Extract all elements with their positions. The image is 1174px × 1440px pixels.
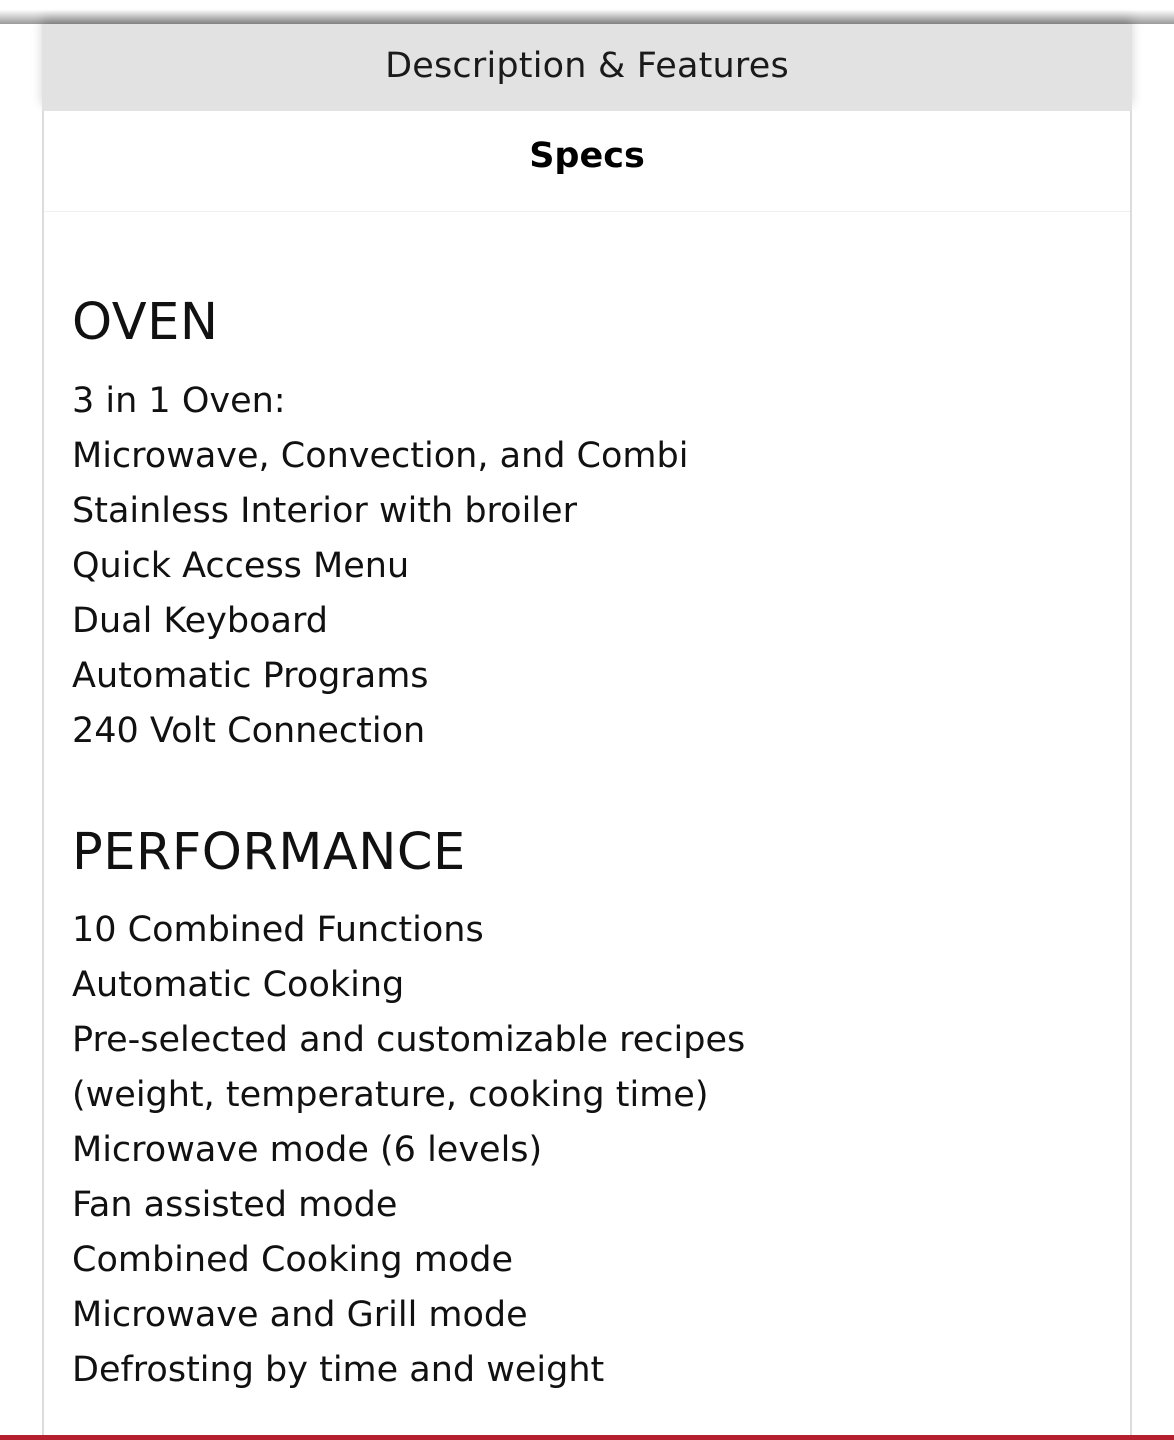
top-shadow <box>0 0 1174 24</box>
section-title-oven: OVEN <box>72 293 219 352</box>
list-item: Combined Cooking mode <box>72 1240 513 1280</box>
list-item: Automatic Programs <box>72 656 429 696</box>
specs-panel <box>42 111 1132 1436</box>
accent-bottom-bar <box>0 1435 1174 1440</box>
list-item: Dual Keyboard <box>72 601 328 641</box>
list-item: Pre-selected and customizable recipes <box>72 1020 746 1060</box>
list-item: Microwave and Grill mode <box>72 1295 528 1335</box>
specs-title: Specs <box>529 136 645 176</box>
list-item: (weight, temperature, cooking time) <box>72 1075 709 1115</box>
list-item: Microwave mode (6 levels) <box>72 1130 543 1170</box>
list-item: Stainless Interior with broiler <box>72 491 577 531</box>
section-title-performance: PERFORMANCE <box>72 823 466 882</box>
list-item: Microwave, Convection, and Combi <box>72 436 689 476</box>
performance-spec-list <box>72 903 745 1398</box>
list-item: 240 Volt Connection <box>72 711 426 751</box>
tab-description-features[interactable] <box>42 24 1132 111</box>
oven-spec-list <box>72 374 688 759</box>
specs-header[interactable] <box>44 111 1130 212</box>
list-item: Quick Access Menu <box>72 546 410 586</box>
list-item: 10 Combined Functions <box>72 910 484 950</box>
list-item: Automatic Cooking <box>72 965 405 1005</box>
list-item: Fan assisted mode <box>72 1185 398 1225</box>
list-item: Defrosting by time and weight <box>72 1350 605 1390</box>
tab-label: Description & Features <box>385 46 789 86</box>
list-item: 3 in 1 Oven: <box>72 381 286 421</box>
